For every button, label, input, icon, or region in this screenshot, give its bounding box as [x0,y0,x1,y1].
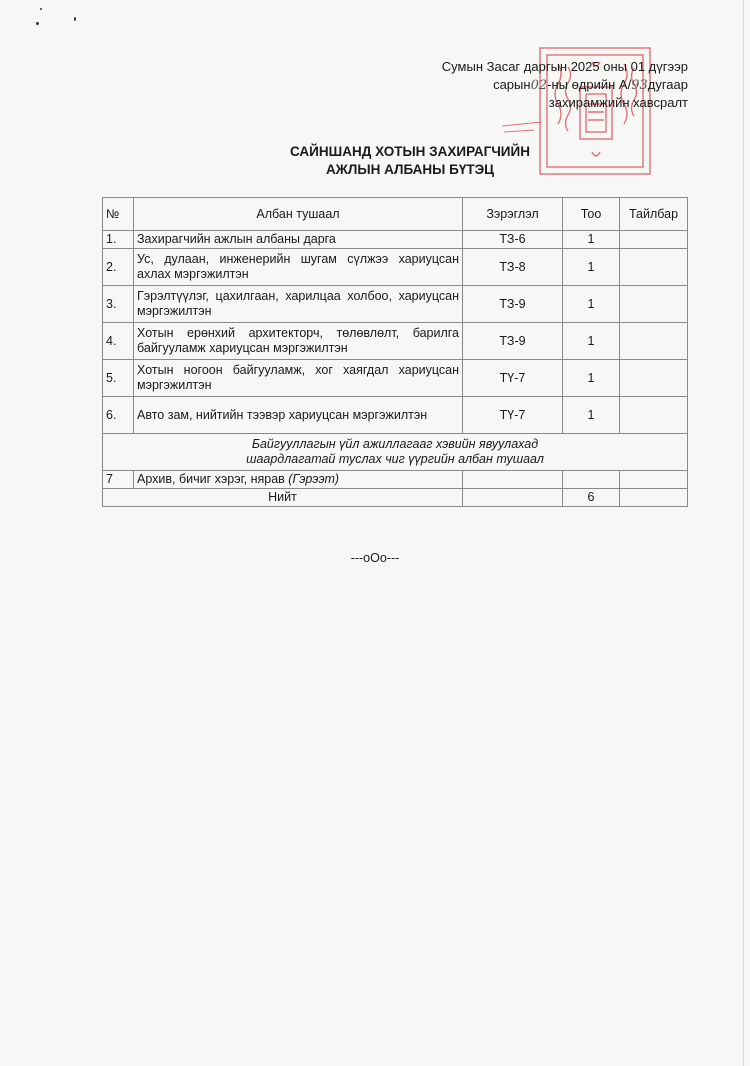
row-position: Ус, дулаан, инженерийн шугам сүлжээ хариуцсан ахлах мэргэжилтэн [134,249,463,286]
row-count: 1 [563,286,620,323]
table-row [103,249,688,286]
group-heading-line-1: Байгууллагын үйл ажиллагааг хэвийн явуулахад [251,437,539,451]
scan-speck [36,22,39,25]
annex-day-handwritten: 02 [530,77,548,93]
row-count: 1 [563,397,620,434]
header-count: Тоо [563,198,620,231]
row-grade: ТЗ-9 [463,286,563,323]
total-count: 6 [563,489,620,507]
annex-number-handwritten: 93 [631,77,648,93]
scan-edge-line [743,0,744,1066]
row-position: Авто зам, нийтийн тээвэр хариуцсан мэргэжилтэн [134,397,463,434]
document-title [200,143,620,179]
table-row [103,360,688,397]
header-grade: Зэрэглэл [463,198,563,231]
row-count: 1 [563,323,620,360]
total-label: Нийт [103,489,463,507]
row-position-note: (Гэрээт) [288,472,340,486]
row-note [620,323,688,360]
row-position: Захирагчийн ажлын албаны дарга [134,231,463,249]
row-note [620,286,688,323]
table-row [103,471,688,489]
header-number: № [103,198,134,231]
header-position: Албан тушаал [134,198,463,231]
row-note [620,231,688,249]
row-grade: ТҮ-7 [463,360,563,397]
row-number: 7 [103,471,134,489]
row-number: 4. [103,323,134,360]
annex-line-2-part: -ны өдрийн А/ [547,76,632,92]
structure-table [102,197,688,507]
table-header-row [103,198,688,231]
annex-line-1: Сумын Засаг даргын 2025 оны 01 дүгээр [441,59,688,74]
row-grade [463,471,563,489]
title-line-2: АЖЛЫН АЛБАНЫ БҮТЭЦ [325,162,495,177]
row-grade: ТЗ-9 [463,323,563,360]
row-grade: ТЗ-6 [463,231,563,249]
row-count: 1 [563,231,620,249]
row-count: 1 [563,249,620,286]
row-count [563,471,620,489]
row-number: 6. [103,397,134,434]
row-count: 1 [563,360,620,397]
total-grade [463,489,563,507]
group-heading [103,434,688,471]
scan-speck [74,17,76,21]
row-note [620,360,688,397]
row-number: 2. [103,249,134,286]
table-row [103,397,688,434]
scan-speck [40,8,42,10]
table-row [103,231,688,249]
row-grade: ТҮ-7 [463,397,563,434]
row-note [620,249,688,286]
row-number: 1. [103,231,134,249]
row-note [620,397,688,434]
header-note: Тайлбар [620,198,688,231]
annex-line-2-part: сарын [493,76,531,92]
row-grade: ТЗ-8 [463,249,563,286]
row-position: Хотын ерөнхий архитекторч, төлөвлөлт, барилга байгууламж хариуцсан мэргэжилтэн [134,323,463,360]
row-position: Хотын ногоон байгууламж, хог хаягдал хариуцсан мэргэжилтэн [134,360,463,397]
group-heading-row [103,434,688,471]
row-number: 3. [103,286,134,323]
row-note [620,471,688,489]
annex-line-2-part: дугаар [647,76,688,92]
row-position: Гэрэлтүүлэг, цахилгаан, харилцаа холбоо, хариуцсан мэргэжилтэн [134,286,463,323]
group-heading-line-2: шаардлагатай туслах чиг үүргийн албан тушаал [246,452,544,466]
title-line-1: САЙНШАНД ХОТЫН ЗАХИРАГЧИЙН [290,144,530,159]
document-end-mark: ---оОо--- [350,551,400,565]
row-position-text: Архив, бичиг хэрэг, нярав [137,472,285,486]
annex-line-3: захирамжийн хавсралт [548,95,688,110]
row-position [134,471,463,489]
annex-line-2 [388,76,688,95]
table-row [103,323,688,360]
total-note [620,489,688,507]
table-row [103,286,688,323]
total-row [103,489,688,507]
row-number: 5. [103,360,134,397]
annex-reference [388,58,688,112]
